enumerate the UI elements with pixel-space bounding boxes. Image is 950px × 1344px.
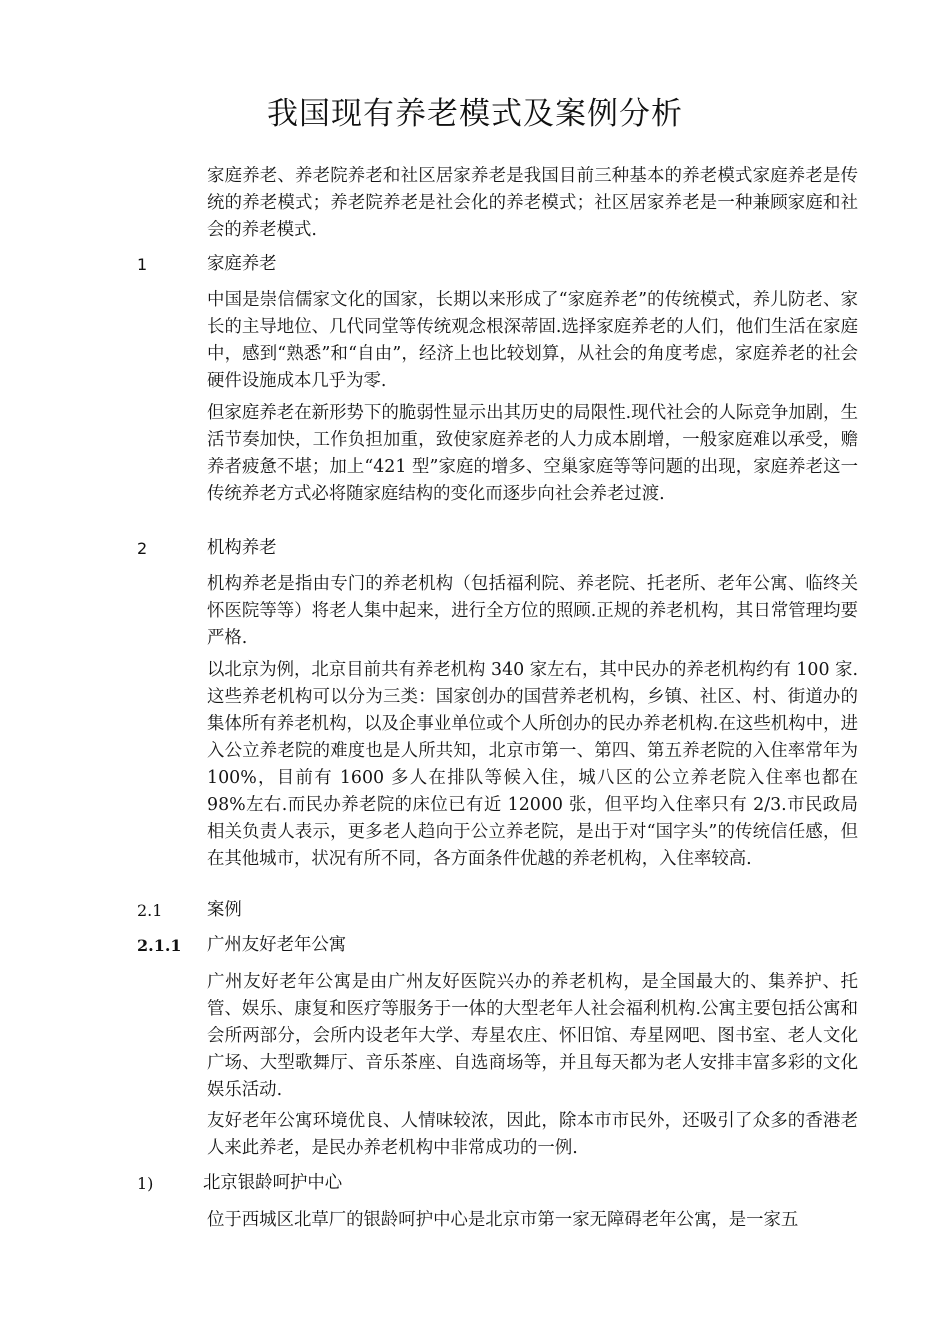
section-1-paragraph-2: 但家庭养老在新形势下的脆弱性显示出其历史的局限性.现代社会的人际竞争加剧，生活节奏加快，工作负担加重，致使家庭养老的人力成本剧增，一般家庭难以承受，赡养者疲惫不堪；加上“421 型”家庭的增多、空巢家庭等等问题的出现，家庭养老这一传统养老方式必将随家庭结构的变化而逐步向社会养老过渡. xyxy=(207,403,858,504)
section-2-heading: 机构养老 xyxy=(207,538,277,558)
section-1-number: 1 xyxy=(137,255,148,274)
case-1-paragraph-1: 广州友好老年公寓是由广州友好医院兴办的养老机构，是全国最大的、集养护、托管、娱乐、康复和医疗等服务于一体的大型老年人社会福利机构.公寓主要包括公寓和会所两部分，会所内设老年大学、寿星农庄、怀旧馆、寿星网吧、图书室、老人文化广场、大型歌舞厅、音乐茶座、自选商场等，并且每天都为老人安排丰富多彩的文化娱乐活动. xyxy=(207,972,858,1100)
subsection-heading: 案例 xyxy=(207,900,242,920)
intro-paragraph: 家庭养老、养老院养老和社区居家养老是我国目前三种基本的养老模式家庭养老是传统的养老模式；养老院养老是社会化的养老模式；社区居家养老是一种兼顾家庭和社会的养老模式. xyxy=(207,166,858,240)
case-1-paragraph-2: 友好老年公寓环境优良、人情味较浓，因此，除本市市民外，还吸引了众多的香港老人来此养老，是民办养老机构中非常成功的一例. xyxy=(207,1111,858,1158)
case-2-number: 1) xyxy=(137,1174,154,1193)
section-2-paragraph-1: 机构养老是指由专门的养老机构（包括福利院、养老院、托老所、老年公寓、临终关怀医院等等）将老人集中起来，进行全方位的照顾.正规的养老机构，其日常管理均要严格. xyxy=(207,574,858,648)
case-2-paragraph-1: 位于西城区北草厂的银龄呵护中心是北京市第一家无障碍老年公寓，是一家五 xyxy=(207,1210,799,1230)
subsection-number: 2.1 xyxy=(137,901,163,920)
case-1-heading: 广州友好老年公寓 xyxy=(207,935,347,955)
case-2-heading: 北京银龄呵护中心 xyxy=(203,1173,343,1193)
section-1-paragraph-1: 中国是崇信儒家文化的国家，长期以来形成了“家庭养老”的传统模式，养儿防老、家长的主导地位、几代同堂等传统观念根深蒂固.选择家庭养老的人们，他们生活在家庭中，感到“熟悉”和“自由”，经济上也比较划算，从社会的角度考虑，家庭养老的社会硬件设施成本几乎为零. xyxy=(207,290,858,391)
section-2-paragraph-2: 以北京为例，北京目前共有养老机构 340 家左右，其中民办的养老机构约有 100 家.这些养老机构可以分为三类：国家创办的国营养老机构，乡镇、社区、村、街道办的集体所有养老机构，以及企事业单位或个人所创办的民办养老机构.在这些机构中，进入公立养老院的难度也是人所共知，北京市第一、第四、第五养老院的入住率常年为 100%，目前有 1600 多人在排队等候入住，城八区的公立养老院入住率也都在 98%左右.而民办养老院的床位已有近 12000 张，但平均入住率只有 2/3.市民政局相关负责人表示，更多老人趋向于公立养老院，是出于对“国字头”的传统信任感，但在其他城市，状况有所不同，各方面条件优越的养老机构，入住率较高. xyxy=(207,660,858,869)
section-1-heading: 家庭养老 xyxy=(207,254,277,274)
case-1-number: 2.1.1 xyxy=(137,936,182,955)
page-title: 我国现有养老模式及案例分析 xyxy=(267,96,683,132)
section-2-number: 2 xyxy=(137,539,148,558)
